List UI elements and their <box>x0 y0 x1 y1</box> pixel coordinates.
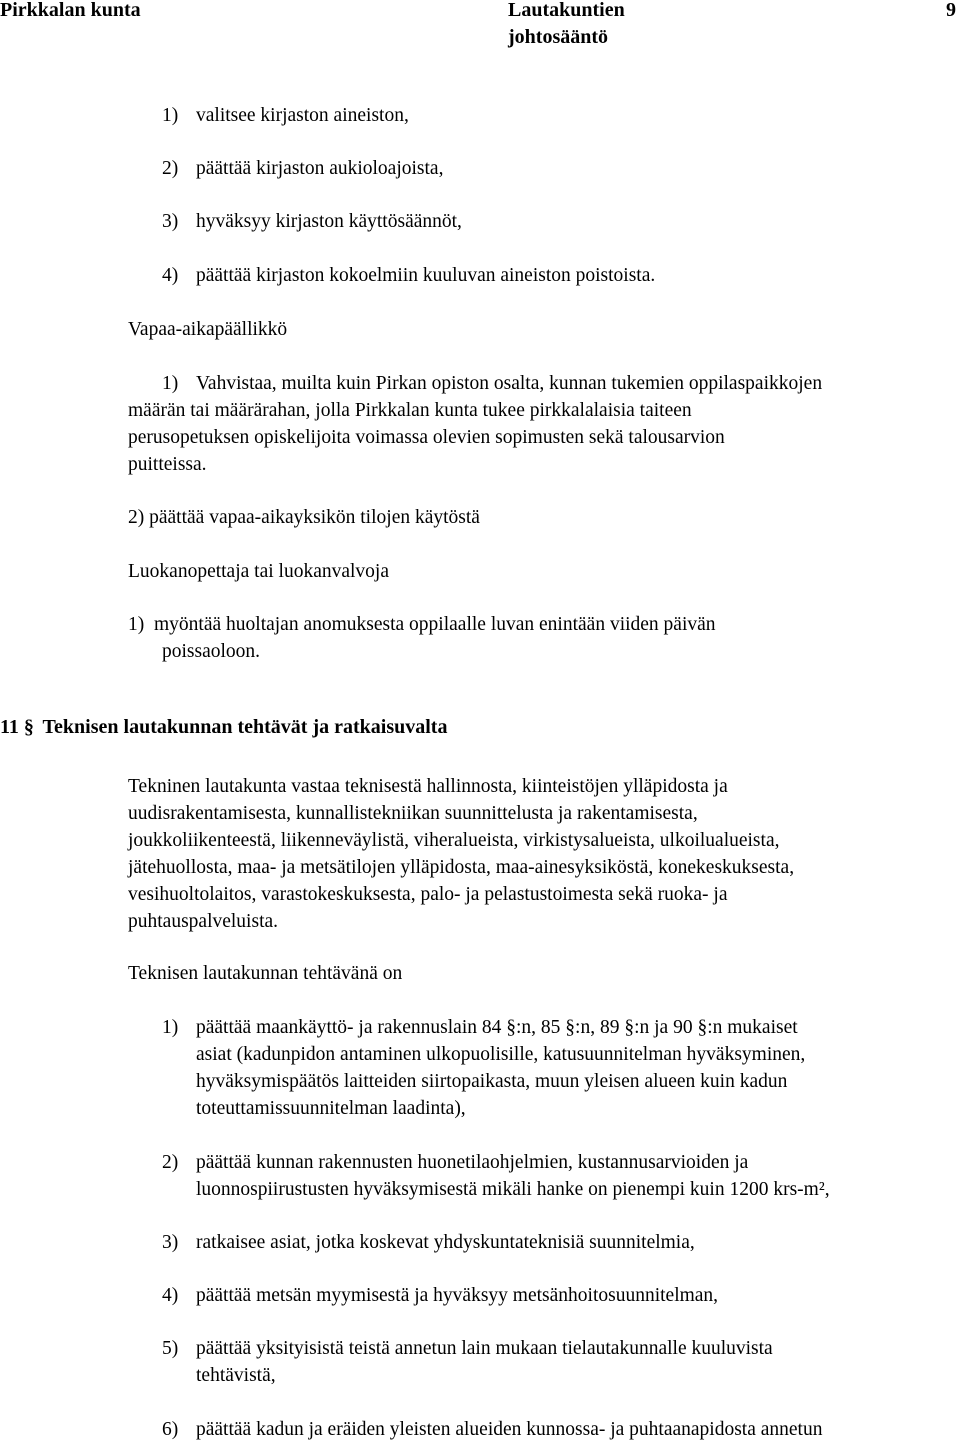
section-number: 11 <box>0 716 19 738</box>
list-item-number: 3) <box>162 211 179 232</box>
list-item-number: 6) <box>162 1419 179 1440</box>
text-line: hyväksymispäätös laitteiden siirtopaikasta, muun yleisen alueen kuin kadun <box>196 1071 788 1092</box>
text-line: puitteissa. <box>128 454 207 475</box>
list-item-number: 2) <box>162 1152 179 1173</box>
list-item-number: 1) <box>162 373 179 394</box>
leisure-item-2: 2) päättää vapaa-aikayksikön tilojen käytöstä <box>128 507 480 528</box>
text-line: asiat (kadunpidon antaminen ulkopuolisille, katusuunnitelman hyväksyminen, <box>196 1044 806 1065</box>
list-item-number: 3) <box>162 1232 179 1253</box>
text-line: poissaoloon. <box>162 641 261 662</box>
section-heading <box>0 714 447 741</box>
text-line: päättää metsän myymisestä ja hyväksyy metsänhoitosuunnitelman, <box>196 1285 719 1306</box>
text-line: päättää kadun ja eräiden yleisten alueiden kunnossa- ja puhtaanapidosta annetun <box>196 1419 823 1440</box>
text-line: jätehuollosta, maa- ja metsätilojen ylläpidosta, maa-ainesyksiköstä, konekeskuksesta, <box>128 857 795 878</box>
header-municipality: Pirkkalan kunta <box>0 0 141 21</box>
class-teacher-title: Luokanopettaja tai luokanvalvoja <box>128 561 389 582</box>
list-item-number: 2) <box>162 158 179 179</box>
technical-tasks-title: Teknisen lautakunnan tehtävänä on <box>128 963 403 984</box>
leisure-manager-title: Vapaa-aikapäällikkö <box>128 319 288 340</box>
list-item-continuation <box>128 397 948 478</box>
list-item-text <box>196 370 956 397</box>
list-item-text <box>196 1335 956 1389</box>
page-header <box>0 0 960 54</box>
text-line: toteuttamissuunnitelman laadinta), <box>196 1098 466 1119</box>
text-line: tehtävistä, <box>196 1365 276 1386</box>
list-item-text: päättää kirjaston kokoelmiin kuuluvan aineiston poistoista. <box>196 265 656 286</box>
list-item-text <box>196 1229 956 1256</box>
class-teacher-item <box>128 611 948 665</box>
list-item-text: valitsee kirjaston aineiston, <box>196 105 409 126</box>
list-item-number: 1) <box>128 614 145 635</box>
text-line: päättää yksityisistä teistä annetun lain mukaan tielautakunnalle kuuluvista <box>196 1338 773 1359</box>
text-line: luonnospiirustusten hyväksymisestä mikäli hanke on pienempi kuin 1200 krs-m², <box>196 1179 830 1200</box>
section-symbol: § <box>23 716 34 738</box>
text-line: Tekninen lautakunta vastaa teknisestä hallinnosta, kiinteistöjen ylläpidosta ja <box>128 776 728 797</box>
text-line: joukkoliikenteestä, liikenneväylistä, viheralueista, virkistysalueista, ulkoilualueista, <box>128 830 780 851</box>
list-item-number: 4) <box>162 265 179 286</box>
header-document-title <box>508 0 708 51</box>
section-title: Teknisen lautakunnan tehtävät ja ratkaisuvalta <box>42 716 448 738</box>
list-item-number: 5) <box>162 1338 179 1359</box>
text-line: puhtauspalveluista. <box>128 911 279 932</box>
text-line: Vahvistaa, muilta kuin Pirkan opiston osalta, kunnan tukemien oppilaspaikkojen <box>196 373 823 394</box>
text-line: vesihuoltolaitos, varastokeskuksesta, palo- ja pelastustoimesta sekä ruoka- ja <box>128 884 728 905</box>
text-line: uudisrakentamisesta, kunnallistekniikan suunnittelusta ja rakentamisesta, <box>128 803 698 824</box>
list-item-number: 4) <box>162 1285 179 1306</box>
text-line: perusopetuksen opiskelijoita voimassa olevien sopimusten sekä talousarvion <box>128 427 725 448</box>
list-item-text <box>196 1014 956 1122</box>
list-item-text: hyväksyy kirjaston käyttösäännöt, <box>196 211 462 232</box>
list-item-text: myöntää huoltajan anomuksesta oppilaalle luvan enintään viiden päivän <box>154 614 716 635</box>
text-line: päättää kunnan rakennusten huonetilaohjelmien, kustannusarvioiden ja <box>196 1152 749 1173</box>
header-title-line2: johtosääntö <box>508 26 609 48</box>
text-line <box>128 611 948 638</box>
technical-intro-paragraph <box>128 773 948 935</box>
list-item-text <box>196 1416 956 1443</box>
text-line: määrän tai määrärahan, jolla Pirkkalan kunta tukee pirkkalalaisia taiteen <box>128 400 692 421</box>
list-item-number: 1) <box>162 105 179 126</box>
text-line: ratkaisee asiat, jotka koskevat yhdyskuntateknisiä suunnitelmia, <box>196 1232 695 1253</box>
list-item-text <box>196 1282 956 1309</box>
list-item-number: 1) <box>162 1017 179 1038</box>
text-line: päättää maankäyttö- ja rakennuslain 84 §:n, 85 §:n, 89 §:n ja 90 §:n mukaiset <box>196 1017 798 1038</box>
header-title-line1: Lautakuntien <box>508 0 625 21</box>
list-item-text <box>196 1149 956 1203</box>
list-item-text: päättää kirjaston aukioloajoista, <box>196 158 444 179</box>
page-number: 9 <box>946 0 956 21</box>
